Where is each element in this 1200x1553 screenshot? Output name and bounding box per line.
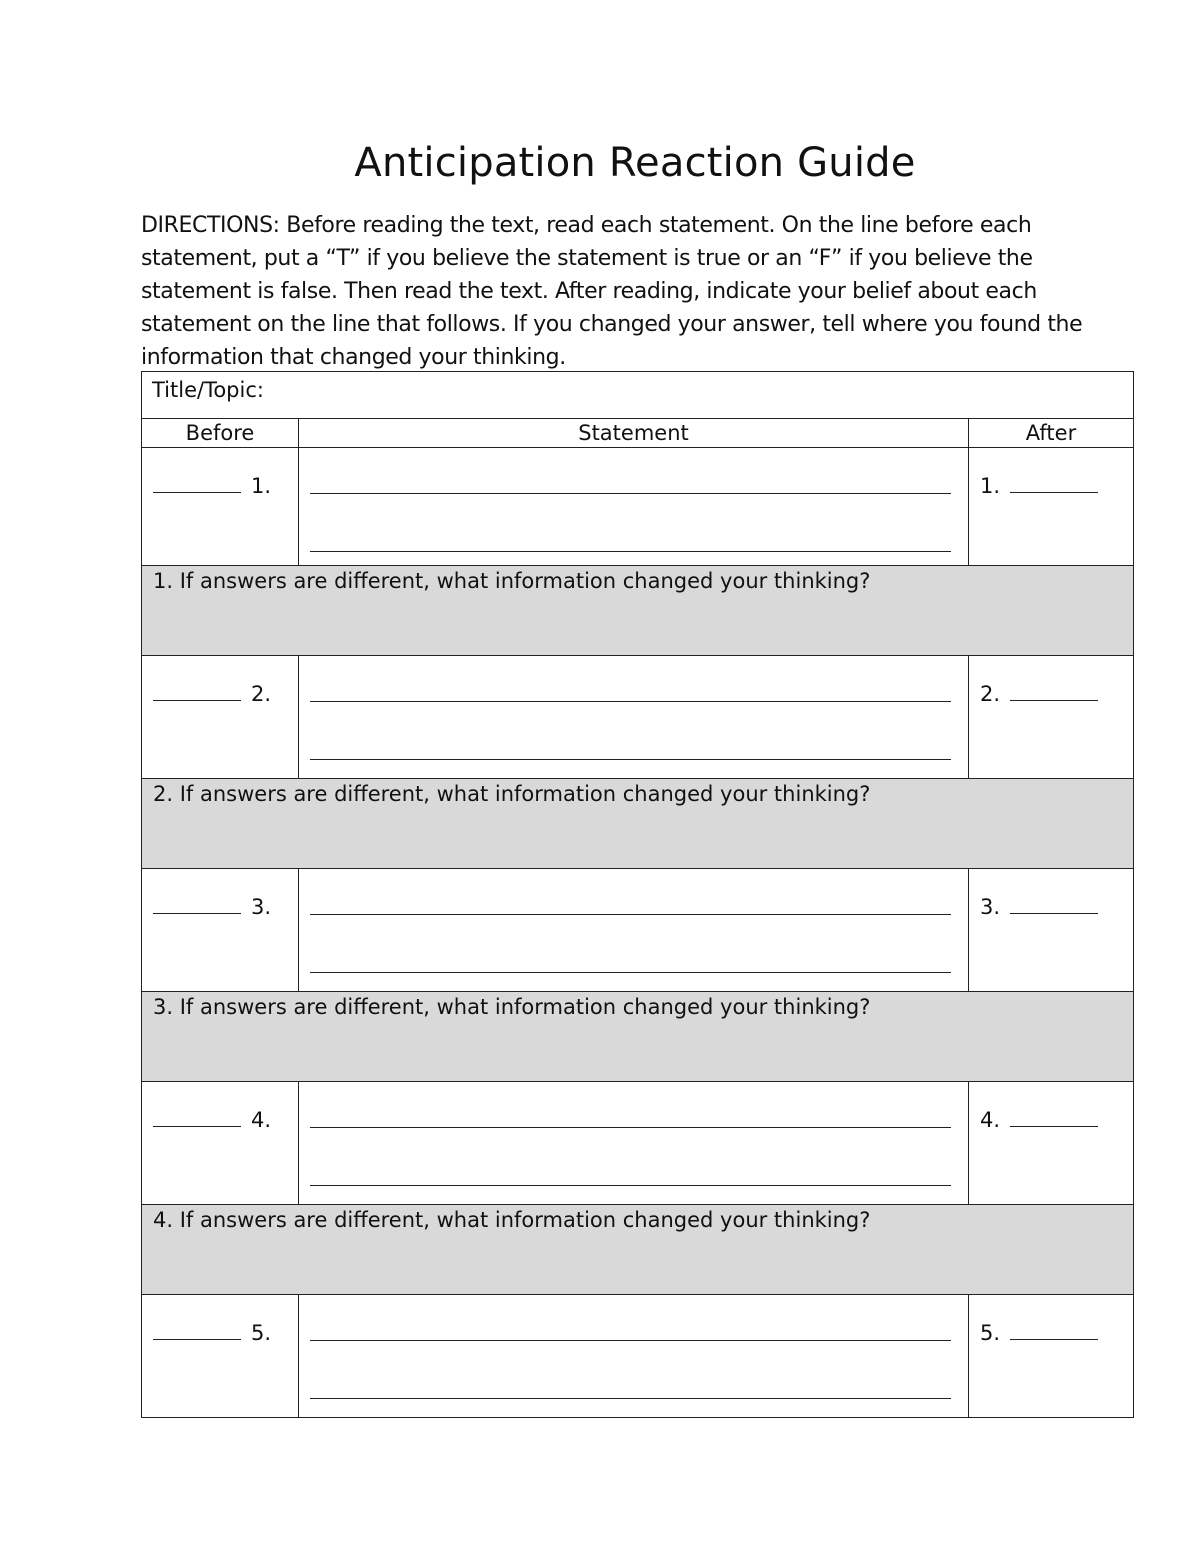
before-cell bbox=[142, 656, 299, 779]
statement-row bbox=[142, 869, 1134, 992]
reflection-row bbox=[142, 1205, 1134, 1295]
header-after: After bbox=[969, 419, 1134, 448]
after-cell bbox=[969, 656, 1134, 779]
reflection-prompt: 2. If answers are different, what information changed your thinking? bbox=[153, 782, 871, 806]
statement-number: 4. bbox=[251, 1108, 272, 1132]
after-answer-blank[interactable] bbox=[1010, 470, 1098, 493]
statement-line[interactable] bbox=[310, 493, 951, 494]
statement-row bbox=[142, 1295, 1134, 1418]
statement-number: 2. bbox=[251, 682, 272, 706]
reflection-field[interactable] bbox=[142, 779, 1134, 869]
after-cell bbox=[969, 1082, 1134, 1205]
after-number: 4. bbox=[980, 1108, 1001, 1132]
statement-number: 5. bbox=[251, 1321, 272, 1345]
before-cell bbox=[142, 448, 299, 566]
after-answer-blank[interactable] bbox=[1010, 1317, 1098, 1340]
before-answer-blank[interactable] bbox=[153, 678, 241, 701]
statement-cell bbox=[299, 1082, 969, 1205]
header-statement: Statement bbox=[299, 419, 969, 448]
reflection-prompt: 1. If answers are different, what information changed your thinking? bbox=[153, 569, 871, 593]
title-topic-label: Title/Topic: bbox=[152, 378, 264, 402]
statement-line[interactable] bbox=[310, 701, 951, 702]
before-cell bbox=[142, 1082, 299, 1205]
statement-cell bbox=[299, 1295, 969, 1418]
after-answer-blank[interactable] bbox=[1010, 678, 1098, 701]
after-cell bbox=[969, 869, 1134, 992]
after-number: 2. bbox=[980, 682, 1001, 706]
statement-line[interactable] bbox=[310, 914, 951, 915]
statement-line[interactable] bbox=[310, 1340, 951, 1341]
before-answer-blank[interactable] bbox=[153, 1317, 241, 1340]
statement-line[interactable] bbox=[310, 759, 951, 760]
statement-cell bbox=[299, 656, 969, 779]
statement-line[interactable] bbox=[310, 1127, 951, 1128]
page-title: Anticipation Reaction Guide bbox=[354, 140, 916, 186]
reflection-row bbox=[142, 779, 1134, 869]
header-row bbox=[142, 419, 1134, 448]
before-answer-blank[interactable] bbox=[153, 1104, 241, 1127]
after-cell bbox=[969, 448, 1134, 566]
statement-line[interactable] bbox=[310, 972, 951, 973]
statement-row bbox=[142, 448, 1134, 566]
after-answer-blank[interactable] bbox=[1010, 1104, 1098, 1127]
statement-number: 3. bbox=[251, 895, 272, 919]
statement-line[interactable] bbox=[310, 551, 951, 552]
statement-line[interactable] bbox=[310, 1185, 951, 1186]
before-cell bbox=[142, 869, 299, 992]
statement-number: 1. bbox=[251, 474, 272, 498]
reaction-guide-table bbox=[141, 371, 1134, 1418]
statement-line[interactable] bbox=[310, 1398, 951, 1399]
title-topic-row bbox=[142, 372, 1134, 419]
reflection-row bbox=[142, 566, 1134, 656]
statement-row bbox=[142, 1082, 1134, 1205]
reflection-prompt: 4. If answers are different, what information changed your thinking? bbox=[153, 1208, 871, 1232]
reflection-field[interactable] bbox=[142, 992, 1134, 1082]
reflection-field[interactable] bbox=[142, 566, 1134, 656]
after-answer-blank[interactable] bbox=[1010, 891, 1098, 914]
after-number: 3. bbox=[980, 895, 1001, 919]
before-cell bbox=[142, 1295, 299, 1418]
statement-cell bbox=[299, 869, 969, 992]
after-cell bbox=[969, 1295, 1134, 1418]
directions-text: DIRECTIONS: Before reading the text, read each statement. On the line before each statement, put a “T” if you believe the statement is true or an “F” if you believe the statement is false. Then read the text. After reading, indicate your belief about each statement on the line that follows. If you changed your answer, tell where you found the information that changed your thinking. bbox=[141, 213, 1083, 370]
reflection-prompt: 3. If answers are different, what information changed your thinking? bbox=[153, 995, 871, 1019]
after-number: 1. bbox=[980, 474, 1001, 498]
statement-cell bbox=[299, 448, 969, 566]
before-answer-blank[interactable] bbox=[153, 470, 241, 493]
title-topic-field[interactable] bbox=[142, 372, 1134, 419]
reflection-field[interactable] bbox=[142, 1205, 1134, 1295]
before-answer-blank[interactable] bbox=[153, 891, 241, 914]
statement-row bbox=[142, 656, 1134, 779]
after-number: 5. bbox=[980, 1321, 1001, 1345]
reflection-row bbox=[142, 992, 1134, 1082]
header-before: Before bbox=[142, 419, 299, 448]
